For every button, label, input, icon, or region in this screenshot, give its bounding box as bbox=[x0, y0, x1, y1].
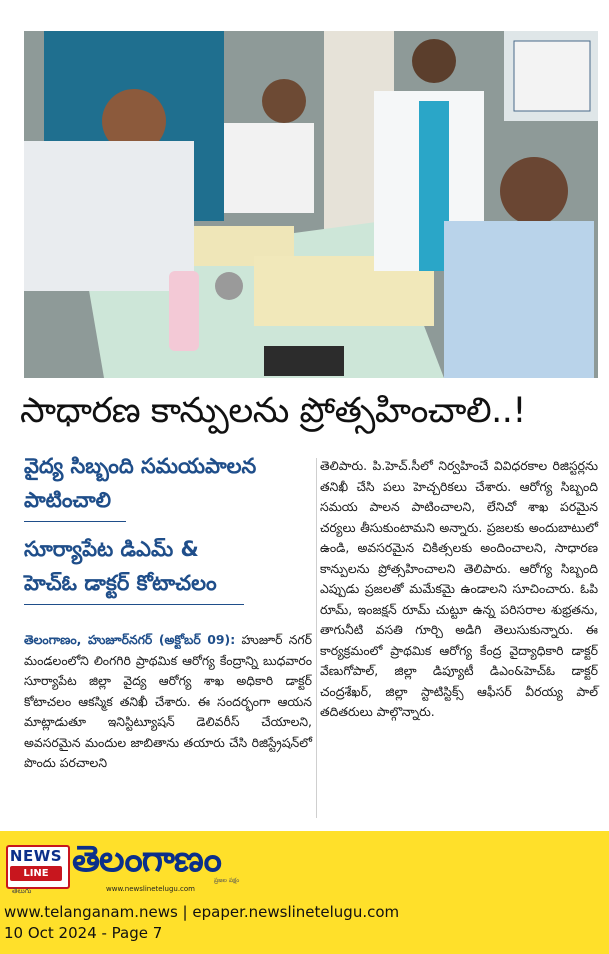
article-body-right bbox=[320, 456, 598, 723]
body-text-left: హుజూర్ నగర్ మండలంలోని లింగగిరి ప్రాథమిక ఆరోగ్య కేంద్రాన్ని బుధవారం సూర్యాపేట జిల్లా వైద్య ఆరోగ్య శాఖ అధికారి డాక్టర్ కోటాచలం ఆకస్మిక తనిఖీ చేశారు. ఈ సందర్భంగా ఆయన మాట్లాడుతూ ఇనిస్టిట్యూషన్ డెలివరీస్ చేయాలని, అవసరమైన మందుల జాబితాను తయారు చేసి రిజిస్ట్రేషన్‌లో పొందు పరచాలని bbox=[24, 632, 312, 770]
news-photo bbox=[24, 31, 598, 378]
column-divider bbox=[316, 458, 317, 818]
footer-banner bbox=[0, 831, 609, 954]
subhead-line-3: సూర్యాపేట డిఎమ్ & bbox=[24, 537, 199, 561]
dateline: తెలంగాణం, హుజూర్‌నగర్ (అక్టోబర్ 09): bbox=[24, 632, 236, 647]
subhead-line-4: హెచ్ఓ డాక్టర్ కోటాచలం bbox=[24, 571, 217, 595]
logo-news-text: NEWS bbox=[9, 847, 63, 865]
brand-name: తెలంగాణం bbox=[72, 839, 221, 880]
site-urls[interactable]: www.telanganam.news | epaper.newslinetelugu.com bbox=[4, 903, 400, 921]
headline: సాధారణ కాన్పులను ప్రోత్సహించాలి..! bbox=[20, 391, 526, 431]
brand-url: www.newslinetelugu.com bbox=[106, 885, 195, 893]
subhead-underline bbox=[24, 604, 244, 605]
body-text-right: తెలిపారు. పి.హెచ్.సీలో నిర్వహించే వివిధరకాల రిజిస్టర్లను తనిఖీ చేసి పలు హెచ్చరికలు చేశారు. ఆరోగ్య సిబ్బంది సమయ పాలన పాటించాలని, లేనిచో శాఖ పరమైన చర్యలు తీసుకుంటామని అన్నారు. ప్రజలకు అందుబాటులో ఉండి, అవసరమైన చికిత్సలకు అందించాలని, సాధారణ కాన్పులను ప్రోత్సహించాలని తెలిపారు. ఆరోగ్య సిబ్బంది ఎప్పుడు ప్రజలతో మమేకమై ఉండాలని సూచించారు. ఓపి రూమ్, ఇంజక్షన్ రూమ్ చుట్టూ ఉన్న పరిసరాల శుభ్రతను, తాగునీటి వసతి గూర్చి అడిగి తెలుసుకున్నారు. ఈ కార్యక్రమంలో ప్రాథమిక ఆరోగ్య కేంద్ర వైద్యాధికారి డాక్టర్ వేణుగోపాల్, జిల్లా డిప్యూటీ డిఎం&హెచ్ఓ డాక్టర్ చంద్రశేఖర్, జిల్లా స్టాటిస్టిక్స్ ఆఫీసర్ వీరయ్య పాల్ తదితరులు పాల్గొన్నారు. bbox=[320, 458, 598, 719]
logo-line-text: LINE bbox=[10, 866, 62, 881]
logo-small-text: తెలుగు bbox=[12, 887, 32, 895]
subhead-line-1: వైద్య సిబ్బంది సమయపాలన bbox=[24, 454, 257, 478]
subhead-line-2: పాటించాలి bbox=[24, 488, 112, 512]
subhead-underline bbox=[24, 521, 126, 522]
article-body-left bbox=[24, 630, 312, 774]
photo-illustration bbox=[24, 31, 598, 378]
brand-tagline: ప్రజల పక్షం bbox=[214, 877, 240, 884]
subheads bbox=[24, 449, 314, 615]
page-info: 10 Oct 2024 - Page 7 bbox=[4, 924, 163, 942]
